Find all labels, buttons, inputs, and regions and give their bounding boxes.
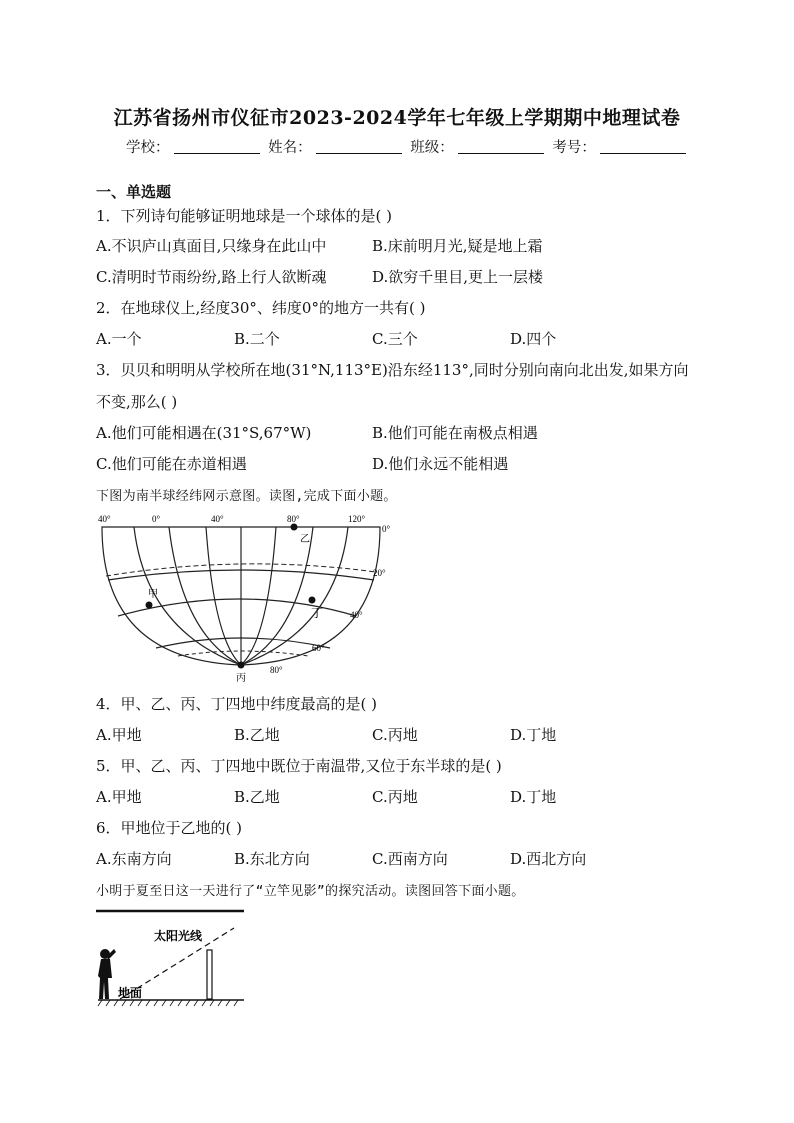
point-label-yi: 乙 bbox=[300, 534, 310, 545]
q6-option-c: C.西南方向 bbox=[372, 850, 448, 868]
school-blank bbox=[174, 153, 260, 154]
q4-stem: 4．甲、乙、丙、丁四地中纬度最高的是( ) bbox=[96, 695, 378, 713]
q5-option-d: D.丁地 bbox=[510, 788, 557, 806]
q6-stem: 6．甲地位于乙地的( ) bbox=[96, 819, 243, 837]
polar-circle-dashed bbox=[178, 651, 308, 656]
q3-stem-line2: 不变,那么( ) bbox=[96, 393, 178, 411]
lat-label: 80° bbox=[270, 665, 283, 675]
meridian-line bbox=[206, 527, 241, 665]
q2-option-b: B.二个 bbox=[234, 330, 280, 348]
q2-option-d: D.四个 bbox=[510, 330, 557, 348]
point-label-bing: 丙 bbox=[236, 673, 246, 684]
figure2-intro: 小明于夏至日这一天进行了“立竿见影”的探究活动。读图回答下面小题。 bbox=[96, 884, 525, 899]
q3-option-b: B.他们可能在南极点相遇 bbox=[372, 424, 538, 442]
q5-option-c: C.丙地 bbox=[372, 788, 418, 806]
lon-label: 40° bbox=[98, 514, 111, 524]
person-icon bbox=[98, 949, 116, 999]
name-label: 姓名： bbox=[268, 140, 312, 156]
class-blank bbox=[458, 153, 544, 154]
section-heading: 一、单选题 bbox=[96, 183, 172, 201]
point-jia bbox=[146, 602, 153, 609]
q6-option-d: D.西北方向 bbox=[510, 850, 587, 868]
meridian-line bbox=[241, 527, 276, 665]
q4-option-d: D.丁地 bbox=[510, 726, 557, 744]
q1-option-a: A.不识庐山真面目,只缘身在此山中 bbox=[96, 237, 327, 255]
meridian-line bbox=[241, 527, 348, 665]
ground-hatching bbox=[98, 1000, 238, 1006]
exam-title: 江苏省扬州市仪征市2023-2024学年七年级上学期期中地理试卷 bbox=[113, 107, 681, 129]
q5-stem: 5．甲、乙、丙、丁四地中既位于南温带,又位于东半球的是( ) bbox=[96, 757, 502, 775]
q3-option-c: C.他们可能在赤道相遇 bbox=[96, 455, 247, 473]
q5-option-a: A.甲地 bbox=[96, 788, 142, 806]
q6-option-a: A.东南方向 bbox=[96, 850, 172, 868]
lat-label: 20° bbox=[373, 568, 386, 578]
pole bbox=[207, 950, 212, 999]
q1-option-d: D.欲穷千里目,更上一层楼 bbox=[372, 268, 544, 286]
class-label: 班级： bbox=[410, 140, 454, 156]
meridian-line bbox=[241, 527, 313, 665]
lat-label: 60° bbox=[312, 643, 325, 653]
q6-option-b: B.东北方向 bbox=[234, 850, 310, 868]
q4-option-b: B.乙地 bbox=[234, 726, 280, 744]
ground-label: 地面 bbox=[118, 986, 143, 1000]
lon-label: 40° bbox=[211, 514, 224, 524]
q3-stem-line1: 3．贝贝和明明从学校所在地(31°N,113°E)沿东经113°,同时分别向南向北出发,如果方向 bbox=[96, 361, 689, 379]
point-label-ding: 丁 bbox=[311, 606, 324, 620]
q1-option-c: C.清明时节雨纷纷,路上行人欲断魂 bbox=[96, 268, 327, 286]
q3-option-a: A.他们可能相遇在(31°S,67°W) bbox=[96, 424, 312, 442]
point-bing bbox=[238, 662, 245, 669]
parallel-60 bbox=[156, 638, 330, 648]
school-label: 学校： bbox=[126, 140, 170, 156]
pole-shadow-figure bbox=[94, 906, 254, 1012]
southern-hemisphere-graticule bbox=[94, 510, 404, 688]
q5-option-b: B.乙地 bbox=[234, 788, 280, 806]
meridian-line bbox=[169, 527, 241, 665]
q4-option-a: A.甲地 bbox=[96, 726, 142, 744]
lat-label: 0° bbox=[382, 524, 391, 534]
student-info-row bbox=[126, 136, 690, 157]
q2-option-c: C.三个 bbox=[372, 330, 418, 348]
q2-option-a: A.一个 bbox=[96, 330, 142, 348]
q4-option-c: C.丙地 bbox=[372, 726, 418, 744]
lat-label: 40° bbox=[350, 610, 363, 620]
id-blank bbox=[600, 153, 686, 154]
q1-stem: 1．下列诗句能够证明地球是一个球体的是( ) bbox=[96, 207, 393, 225]
id-label: 考号： bbox=[552, 140, 596, 156]
figure1-intro: 下图为南半球经纬网示意图。读图,完成下面小题。 bbox=[96, 489, 397, 504]
name-blank bbox=[316, 153, 402, 154]
point-yi bbox=[291, 524, 298, 531]
q3-option-d: D.他们永远不能相遇 bbox=[372, 455, 509, 473]
sunlight-label: 太阳光线 bbox=[154, 929, 203, 943]
lon-label: 80° bbox=[287, 514, 300, 524]
q1-option-b: B.床前明月光,疑是地上霜 bbox=[372, 237, 543, 255]
q2-stem: 2．在地球仪上,经度30°、纬度0°的地方一共有( ) bbox=[96, 299, 426, 317]
lon-label: 120° bbox=[348, 514, 366, 524]
lon-label: 0° bbox=[152, 514, 161, 524]
point-ding bbox=[309, 597, 316, 604]
point-label-jia: 甲 bbox=[148, 589, 158, 600]
